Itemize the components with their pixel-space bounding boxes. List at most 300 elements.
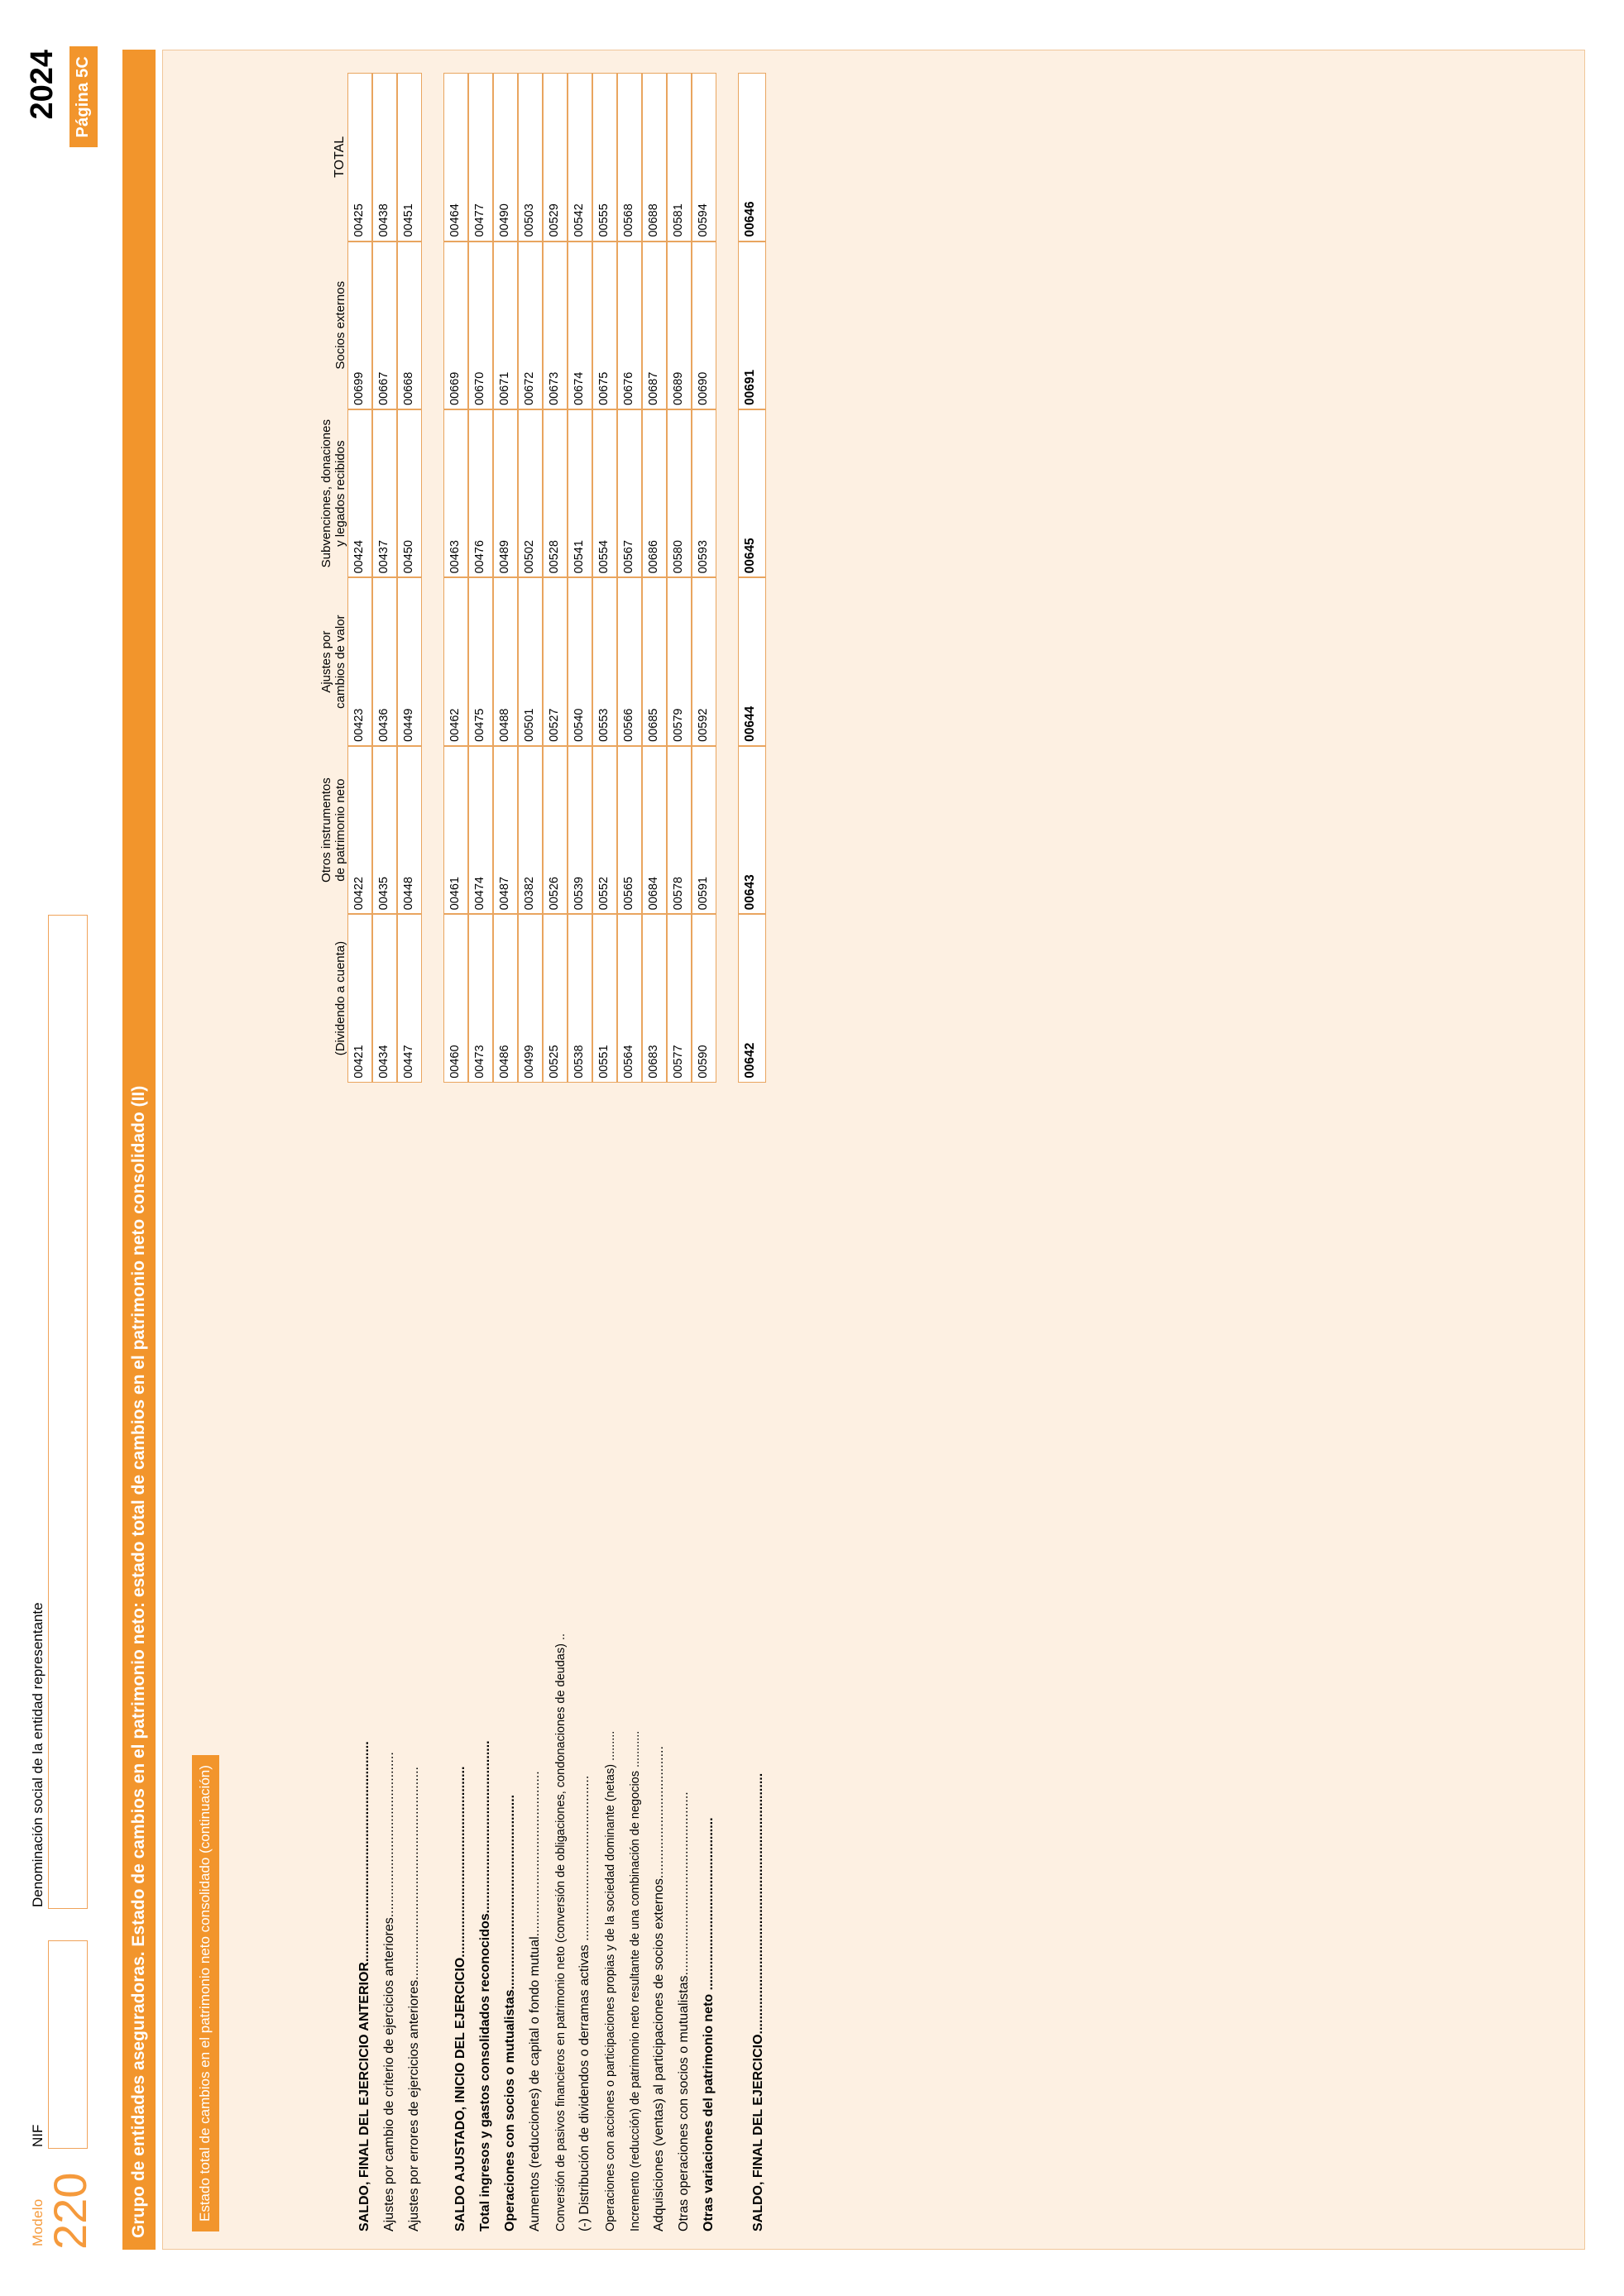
box-code: 00643 <box>743 874 757 911</box>
row-label: (-) Distribución de dividendos o derramas activas ............................................. <box>577 1775 592 2231</box>
value-cell <box>518 409 543 577</box>
box-code: 00503 <box>523 203 536 237</box>
box-code: 00424 <box>352 540 366 574</box>
value-cell <box>493 409 518 577</box>
box-code: 00449 <box>402 708 415 742</box>
box-code: 00434 <box>377 1045 390 1079</box>
input-box-00551[interactable] <box>592 914 617 1082</box>
input-box-00670[interactable] <box>468 242 493 409</box>
table-row <box>667 73 692 2231</box>
input-box-00683[interactable] <box>642 914 667 1082</box>
value-cell <box>642 73 667 242</box>
box-code: 00538 <box>572 1045 586 1079</box>
value-cell <box>468 242 493 409</box>
input-box-00592[interactable] <box>692 577 716 745</box>
input-box-00541[interactable] <box>568 409 592 577</box>
value-cell <box>543 914 568 1082</box>
box-code: 00526 <box>548 877 561 911</box>
value-cell <box>738 242 766 409</box>
table-spacer-row <box>422 73 443 2231</box>
input-box-00423[interactable] <box>347 577 372 745</box>
box-code: 00671 <box>498 371 511 405</box>
header-spacer <box>248 1083 347 2231</box>
value-cell <box>642 914 667 1082</box>
box-code: 00674 <box>572 371 586 405</box>
input-box-00552[interactable] <box>592 746 617 914</box>
input-box-00526[interactable] <box>543 746 568 914</box>
value-cell <box>372 577 397 745</box>
table-row <box>568 73 592 2231</box>
input-box-00435[interactable] <box>372 746 397 914</box>
value-cell <box>592 409 617 577</box>
input-box-00686[interactable] <box>642 409 667 577</box>
box-code: 00646 <box>743 201 757 237</box>
table-row <box>617 73 642 2231</box>
input-box-00644[interactable] <box>738 577 766 745</box>
input-box-00554[interactable] <box>592 409 617 577</box>
value-cell <box>518 914 543 1082</box>
box-code: 00594 <box>697 203 710 237</box>
row-label: Otras operaciones con socios o mutualistas.................................................. <box>677 1791 691 2231</box>
column-header-socios-externos: Socios externos <box>333 280 347 370</box>
input-box-00434[interactable] <box>372 914 397 1082</box>
value-cell <box>347 746 372 914</box>
value-cell <box>642 242 667 409</box>
box-code: 00490 <box>498 203 511 237</box>
box-code: 00672 <box>523 371 536 405</box>
value-cell <box>617 914 642 1082</box>
box-code: 00435 <box>377 877 390 911</box>
value-cell <box>667 242 692 409</box>
value-cell <box>543 242 568 409</box>
input-box-00642[interactable] <box>738 914 766 1082</box>
box-code: 00447 <box>402 1045 415 1079</box>
input-box-00464[interactable] <box>443 73 468 242</box>
input-box-00436[interactable] <box>372 577 397 745</box>
value-cell <box>692 914 716 1082</box>
column-header-dividendo: (Dividendo a cuenta) <box>333 940 347 1056</box>
row-label: Adquisiciones (ventas) al participaciones de socios externos.................................... <box>652 1746 666 2231</box>
box-code: 00568 <box>622 203 635 237</box>
box-code: 00673 <box>548 371 561 405</box>
row-label: Ajustes por cambio de criterio de ejercicios anteriores............................................. <box>382 1752 396 2231</box>
table-row <box>738 73 766 2231</box>
input-box-00528[interactable] <box>543 409 568 577</box>
box-code: 00477 <box>473 203 486 237</box>
value-cell <box>592 914 617 1082</box>
value-cell <box>692 746 716 914</box>
input-box-00699[interactable] <box>347 242 372 409</box>
value-cell <box>543 746 568 914</box>
input-box-00529[interactable] <box>543 73 568 242</box>
box-code: 00676 <box>622 371 635 405</box>
value-cell <box>738 73 766 242</box>
box-code: 00645 <box>743 538 757 574</box>
box-code: 00423 <box>352 708 366 742</box>
input-box-00667[interactable] <box>372 242 397 409</box>
box-code: 00577 <box>672 1045 685 1079</box>
input-box-00590[interactable] <box>692 914 716 1082</box>
input-box-00685[interactable] <box>642 577 667 745</box>
input-box-00593[interactable] <box>692 409 716 577</box>
box-code: 00684 <box>647 877 660 911</box>
value-cell <box>543 73 568 242</box>
value-cell <box>397 409 422 577</box>
input-box-00450[interactable] <box>397 409 422 577</box>
box-code: 00581 <box>672 203 685 237</box>
box-code: 00554 <box>597 540 611 574</box>
input-box-00451[interactable] <box>397 73 422 242</box>
box-code: 00451 <box>402 203 415 237</box>
box-code: 00462 <box>448 708 462 742</box>
table-header-row <box>248 73 347 2231</box>
column-header-otros-instrumentos: Otros instrumentos de patrimonio neto <box>319 777 347 883</box>
value-cell <box>443 242 468 409</box>
value-cell <box>592 73 617 242</box>
box-code: 00461 <box>448 877 462 911</box>
input-box-00591[interactable] <box>692 746 716 914</box>
table-row <box>493 73 518 2231</box>
value-cell <box>372 409 397 577</box>
value-cell <box>642 577 667 745</box>
table-row <box>692 73 716 2231</box>
value-cell <box>372 914 397 1082</box>
box-code: 00552 <box>597 877 611 911</box>
input-box-00501[interactable] <box>518 577 543 745</box>
value-cell <box>568 409 592 577</box>
value-cell <box>617 242 642 409</box>
value-cell <box>397 746 422 914</box>
value-cell <box>518 577 543 745</box>
row-label: Aumentos (reducciones) de capital o fondo mutual............................................. <box>528 1771 542 2231</box>
input-box-00675[interactable] <box>592 242 617 409</box>
row-label: Otras variaciones del patrimonio neto ............................................... <box>702 1817 716 2231</box>
value-cell <box>617 577 642 745</box>
table-row <box>347 73 372 2231</box>
input-box-00691[interactable] <box>738 242 766 409</box>
input-box-00689[interactable] <box>667 242 692 409</box>
input-box-00565[interactable] <box>617 746 642 914</box>
value-cell <box>518 242 543 409</box>
input-box-00672[interactable] <box>518 242 543 409</box>
input-box-00447[interactable] <box>397 914 422 1082</box>
input-box-00567[interactable] <box>617 409 642 577</box>
nif-label: NIF <box>30 2124 46 2147</box>
input-box-00499[interactable] <box>518 914 543 1082</box>
value-cell <box>518 746 543 914</box>
value-cell <box>568 577 592 745</box>
input-box-00578[interactable] <box>667 746 692 914</box>
row-label: Ajustes por errores de ejercicios anteriores.......................................................... <box>407 1767 421 2231</box>
value-cell <box>468 409 493 577</box>
value-cell <box>738 577 766 745</box>
box-code: 00437 <box>377 540 390 574</box>
box-code: 00683 <box>647 1045 660 1079</box>
box-code: 00474 <box>473 877 486 911</box>
input-box-00449[interactable] <box>397 577 422 745</box>
year-label: 2024 <box>25 50 60 120</box>
box-code: 00699 <box>352 371 366 405</box>
input-box-00461[interactable] <box>443 746 468 914</box>
value-cell <box>568 242 592 409</box>
input-box-00646[interactable] <box>738 73 766 242</box>
box-code: 00686 <box>647 540 660 574</box>
value-cell <box>738 409 766 577</box>
page-title: Grupo de entidades aseguradoras. Estado de cambios en el patrimonio neto: estado total de cambios en el patrimonio neto consolidado (II) <box>122 50 156 2250</box>
value-cell <box>347 409 372 577</box>
input-box-00473[interactable] <box>468 914 493 1082</box>
value-cell <box>372 746 397 914</box>
input-box-00643[interactable] <box>738 746 766 914</box>
box-code: 00691 <box>743 369 757 405</box>
input-box-00421[interactable] <box>347 914 372 1082</box>
value-cell <box>738 746 766 914</box>
box-code: 00489 <box>498 540 511 574</box>
box-code: 00551 <box>597 1045 611 1079</box>
input-box-00690[interactable] <box>692 242 716 409</box>
value-cell <box>592 746 617 914</box>
value-cell <box>493 73 518 242</box>
input-box-00476[interactable] <box>468 409 493 577</box>
input-box-00477[interactable] <box>468 73 493 242</box>
box-code: 00450 <box>402 540 415 574</box>
box-code: 00464 <box>448 203 462 237</box>
input-box-00487[interactable] <box>493 746 518 914</box>
input-box-00503[interactable] <box>518 73 543 242</box>
value-cell <box>692 409 716 577</box>
input-box-00668[interactable] <box>397 242 422 409</box>
input-box-00669[interactable] <box>443 242 468 409</box>
box-code: 00667 <box>377 371 390 405</box>
box-code: 00499 <box>523 1045 536 1079</box>
value-cell <box>493 577 518 745</box>
input-box-00580[interactable] <box>667 409 692 577</box>
value-cell <box>592 577 617 745</box>
table-row <box>518 73 543 2231</box>
input-box-00594[interactable] <box>692 73 716 242</box>
value-cell <box>667 73 692 242</box>
value-cell <box>667 577 692 745</box>
value-cell <box>568 914 592 1082</box>
input-box-00538[interactable] <box>568 914 592 1082</box>
value-cell <box>347 577 372 745</box>
box-code: 00555 <box>597 203 611 237</box>
box-code: 00463 <box>448 540 462 574</box>
box-code: 00528 <box>548 540 561 574</box>
box-code: 00675 <box>597 371 611 405</box>
box-code: 00502 <box>523 540 536 574</box>
column-header-total: TOTAL <box>332 136 347 178</box>
input-box-00438[interactable] <box>372 73 397 242</box>
input-box-00382[interactable] <box>518 746 543 914</box>
input-box-00671[interactable] <box>493 242 518 409</box>
value-cell <box>543 577 568 745</box>
input-box-00486[interactable] <box>493 914 518 1082</box>
box-code: 00580 <box>672 540 685 574</box>
box-code: 00527 <box>548 708 561 742</box>
row-label: SALDO, FINAL DEL EJERCICIO ANTERIOR............................................................ <box>357 1741 371 2231</box>
input-box-00581[interactable] <box>667 73 692 242</box>
box-code: 00460 <box>448 1045 462 1079</box>
input-box-00490[interactable] <box>493 73 518 242</box>
box-code: 00579 <box>672 708 685 742</box>
box-code: 00670 <box>473 371 486 405</box>
box-code: 00690 <box>697 371 710 405</box>
row-label: Operaciones con acciones o participaciones propias y de la sociedad dominante (netas) ......... <box>604 1730 617 2231</box>
value-cell <box>397 577 422 745</box>
input-box-00568[interactable] <box>617 73 642 242</box>
value-cell <box>692 577 716 745</box>
box-code: 00487 <box>498 877 511 911</box>
input-box-00542[interactable] <box>568 73 592 242</box>
value-cell <box>568 73 592 242</box>
input-box-00448[interactable] <box>397 746 422 914</box>
box-code: 00644 <box>743 706 757 742</box>
box-code: 00382 <box>523 877 536 911</box>
table-row <box>642 73 667 2231</box>
box-code: 00475 <box>473 708 486 742</box>
input-box-00424[interactable] <box>347 409 372 577</box>
box-code: 00590 <box>697 1045 710 1079</box>
input-box-00460[interactable] <box>443 914 468 1082</box>
box-code: 00542 <box>572 203 586 237</box>
box-code: 00539 <box>572 877 586 911</box>
box-code: 00553 <box>597 708 611 742</box>
box-code: 00421 <box>352 1045 366 1079</box>
value-cell <box>543 409 568 577</box>
input-box-00488[interactable] <box>493 577 518 745</box>
table-row <box>397 73 422 2231</box>
box-code: 00567 <box>622 540 635 574</box>
input-box-00539[interactable] <box>568 746 592 914</box>
input-box-00425[interactable] <box>347 73 372 242</box>
box-code: 00565 <box>622 877 635 911</box>
box-code: 00689 <box>672 371 685 405</box>
input-box-00437[interactable] <box>372 409 397 577</box>
box-code: 00425 <box>352 203 366 237</box>
input-box-00684[interactable] <box>642 746 667 914</box>
table-row <box>443 73 468 2231</box>
table-spacer-row <box>716 73 738 2231</box>
input-box-00553[interactable] <box>592 577 617 745</box>
box-code: 00436 <box>377 708 390 742</box>
input-box-00676[interactable] <box>617 242 642 409</box>
box-code: 00448 <box>402 877 415 911</box>
box-code: 00541 <box>572 540 586 574</box>
value-cell <box>397 914 422 1082</box>
box-code: 00668 <box>402 371 415 405</box>
row-label: SALDO, FINAL DEL EJERCICIO....................................................................... <box>751 1772 765 2231</box>
value-cell <box>667 914 692 1082</box>
value-cell <box>493 242 518 409</box>
value-cell <box>493 914 518 1082</box>
value-cell <box>592 242 617 409</box>
denominacion-input[interactable] <box>48 915 88 1909</box>
input-box-00474[interactable] <box>468 746 493 914</box>
input-box-00564[interactable] <box>617 914 642 1082</box>
value-cell <box>692 73 716 242</box>
box-code: 00525 <box>548 1045 561 1079</box>
value-cell <box>443 577 468 745</box>
page-badge: Página 5C <box>69 46 98 148</box>
box-code: 00486 <box>498 1045 511 1079</box>
box-code: 00688 <box>647 203 660 237</box>
input-box-00688[interactable] <box>642 73 667 242</box>
box-code: 00687 <box>647 371 660 405</box>
input-box-00422[interactable] <box>347 746 372 914</box>
column-header-ajustes-valor: Ajustes por cambios de valor <box>319 615 347 709</box>
value-cell <box>443 914 468 1082</box>
denominacion-label: Denominación social de la entidad representante <box>30 1602 46 1907</box>
value-cell <box>738 914 766 1082</box>
value-cell <box>468 577 493 745</box>
input-box-00566[interactable] <box>617 577 642 745</box>
box-code: 00438 <box>377 203 390 237</box>
input-box-00527[interactable] <box>543 577 568 745</box>
value-cell <box>347 242 372 409</box>
value-cell <box>518 73 543 242</box>
box-code: 00592 <box>697 708 710 742</box>
input-box-00489[interactable] <box>493 409 518 577</box>
value-cell <box>372 73 397 242</box>
box-code: 00591 <box>697 877 710 911</box>
input-box-00475[interactable] <box>468 577 493 745</box>
box-code: 00540 <box>572 708 586 742</box>
input-box-00579[interactable] <box>667 577 692 745</box>
box-code: 00422 <box>352 877 366 911</box>
value-cell <box>372 242 397 409</box>
input-box-00540[interactable] <box>568 577 592 745</box>
input-box-00502[interactable] <box>518 409 543 577</box>
box-code: 00642 <box>743 1042 757 1079</box>
input-box-00673[interactable] <box>543 242 568 409</box>
row-label: Incremento (reducción) de patrimonio neto resultante de una combinación de negocios ........... <box>629 1730 642 2231</box>
value-cell <box>617 409 642 577</box>
input-box-00463[interactable] <box>443 409 468 577</box>
value-cell <box>617 73 642 242</box>
input-box-00687[interactable] <box>642 242 667 409</box>
value-cell <box>642 746 667 914</box>
box-code: 00501 <box>523 708 536 742</box>
section-tag: Estado total de cambios en el patrimonio neto consolidado (continuación) <box>192 1755 219 2231</box>
input-box-00577[interactable] <box>667 914 692 1082</box>
input-box-00674[interactable] <box>568 242 592 409</box>
value-cell <box>443 409 468 577</box>
input-box-00525[interactable] <box>543 914 568 1082</box>
row-label: Conversión de pasivos financieros en patrimonio neto (conversión de obligaciones, condonaciones de deudas) .. <box>554 1633 568 2231</box>
box-code: 00564 <box>622 1045 635 1079</box>
value-cell <box>667 409 692 577</box>
value-cell <box>397 73 422 242</box>
input-box-00645[interactable] <box>738 409 766 577</box>
box-code: 00593 <box>697 540 710 574</box>
box-code: 00578 <box>672 877 685 911</box>
value-cell <box>468 73 493 242</box>
nif-input[interactable] <box>48 1940 88 2149</box>
input-box-00462[interactable] <box>443 577 468 745</box>
value-cell <box>397 242 422 409</box>
box-code: 00476 <box>473 540 486 574</box>
table-row <box>543 73 568 2231</box>
row-label: Total ingresos y gastos consolidados reconocidos............................................... <box>478 1740 492 2231</box>
value-cell <box>568 746 592 914</box>
input-box-00555[interactable] <box>592 73 617 242</box>
value-cell <box>493 746 518 914</box>
value-cell <box>617 746 642 914</box>
table-row <box>592 73 617 2231</box>
value-cell <box>692 242 716 409</box>
value-cell <box>347 914 372 1082</box>
